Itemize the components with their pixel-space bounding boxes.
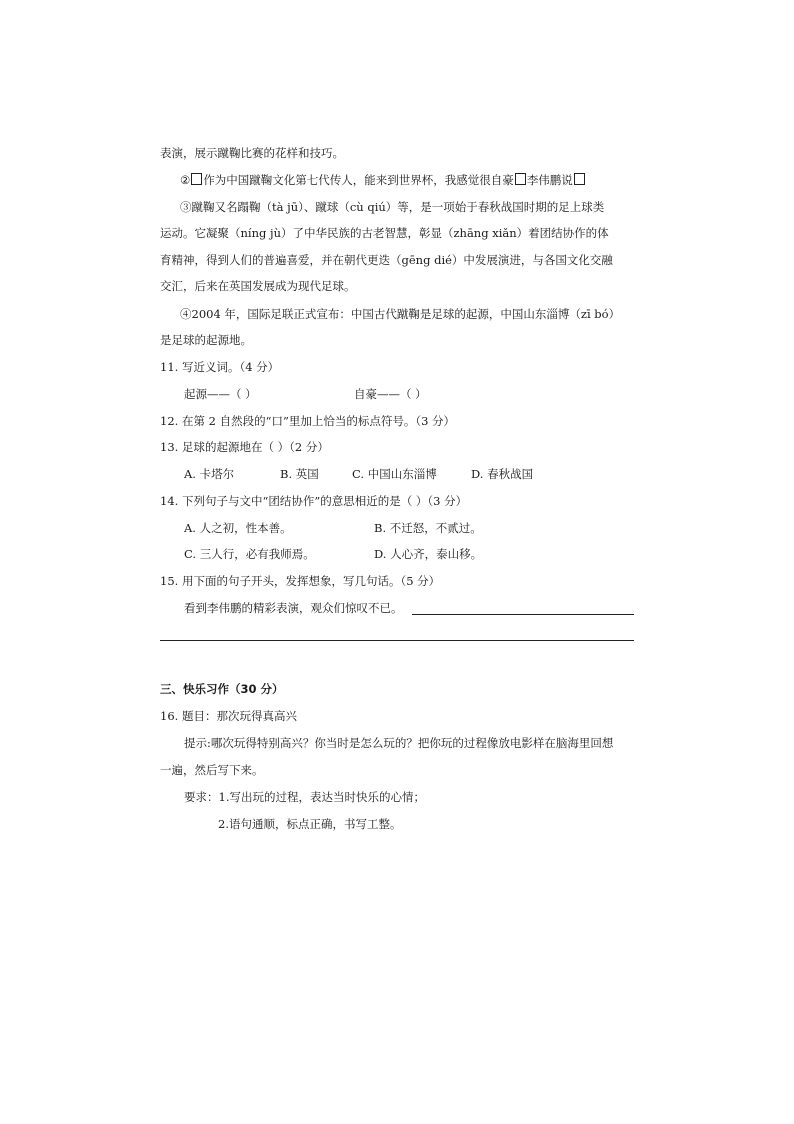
question-13-option-a[interactable]: A. 卡塔尔	[184, 467, 235, 481]
question-16-requirement-2: 2.语句通顺，标点正确，书写工整。	[218, 817, 402, 831]
question-11-blank-b[interactable]: 自豪——（ ）	[354, 387, 427, 401]
question-15-stem: 15. 用下面的句子开头，发挥想象，写几句话。（5 分）	[160, 574, 441, 588]
question-15-lead-sentence: 看到李伟鹏的精彩表演，观众们惊叹不已。	[184, 601, 403, 615]
question-16-requirement-1: 要求：1.写出玩的过程，表达当时快乐的心情；	[184, 790, 425, 804]
question-11-stem: 11. 写近义词。（4 分）	[160, 360, 280, 374]
question-14-option-a[interactable]: A. 人之初，性本善。	[184, 521, 292, 535]
question-13-option-b[interactable]: B. 英国	[280, 467, 319, 481]
section-3-title: 三、快乐习作（30 分）	[160, 682, 284, 696]
punctuation-box-3[interactable]	[574, 173, 585, 185]
punctuation-box-1[interactable]	[191, 173, 202, 185]
paragraph-3-line-4: 交汇，后来在英国发展成为现代足球。	[160, 279, 356, 293]
question-15-answer-line-1[interactable]	[412, 614, 634, 615]
question-14-option-c[interactable]: C. 三人行，必有我师焉。	[184, 547, 315, 561]
question-16-title: 16. 题目：那次玩得真高兴	[160, 709, 297, 723]
question-13-stem: 13. 足球的起源地在（ ）（2 分）	[160, 440, 329, 454]
paragraph-3-line-1: ③蹴鞠又名蹋鞠（tà jū）、蹴球（cù qiú）等，是一项始于春秋战国时期的足上球类	[180, 200, 605, 214]
paragraph-3-line-3: 育精神，得到人们的普遍喜爱，并在朝代更迭（gēng dié）中发展演进，与各国文化交融	[160, 253, 613, 267]
paragraph-2-text: 作为中国蹴鞠文化第七代传人，能来到世界杯，我感觉很自豪	[203, 173, 514, 187]
question-16-hint-line-2: 一遍，然后写下来。	[160, 763, 264, 777]
paragraph-2	[180, 172, 586, 188]
paragraph-4-line-1: ④2004 年，国际足联正式宣布：中国古代蹴鞠是足球的起源，中国山东淄博（zī bó）	[180, 307, 621, 321]
question-14-stem: 14. 下列句子与文中“团结协作”的意思相近的是（ ）（3 分）	[160, 494, 468, 508]
paragraph-2-speaker: 李伟鹏说	[526, 173, 573, 187]
question-16-hint-line-1: 提示:哪次玩得特别高兴？你当时是怎么玩的？把你玩的过程像放电影样在脑海里回想	[184, 736, 614, 750]
punctuation-box-2[interactable]	[515, 173, 526, 185]
question-13-option-d[interactable]: D. 春秋战国	[471, 467, 534, 481]
question-13-option-c[interactable]: C. 中国山东淄博	[352, 467, 437, 481]
paragraph-4-line-2: 是足球的起源地。	[160, 333, 252, 347]
question-15-answer-line-2[interactable]	[160, 640, 634, 641]
question-12-stem: 12. 在第 2 自然段的“口”里加上恰当的标点符号。（3 分）	[160, 414, 456, 428]
question-14-option-b[interactable]: B. 不迁怒，不贰过。	[374, 521, 482, 535]
question-11-blank-a[interactable]: 起源——（ ）	[184, 387, 257, 401]
passage-line-1: 表演，展示蹴鞠比赛的花样和技巧。	[160, 146, 344, 160]
paragraph-3-line-2: 运动。它凝聚（níng jù）了中华民族的古老智慧，彰显（zhāng xiǎn）着团结协作的体	[160, 226, 609, 240]
question-14-option-d[interactable]: D. 人心齐，泰山移。	[374, 547, 483, 561]
paragraph-2-number: ②	[180, 173, 191, 187]
